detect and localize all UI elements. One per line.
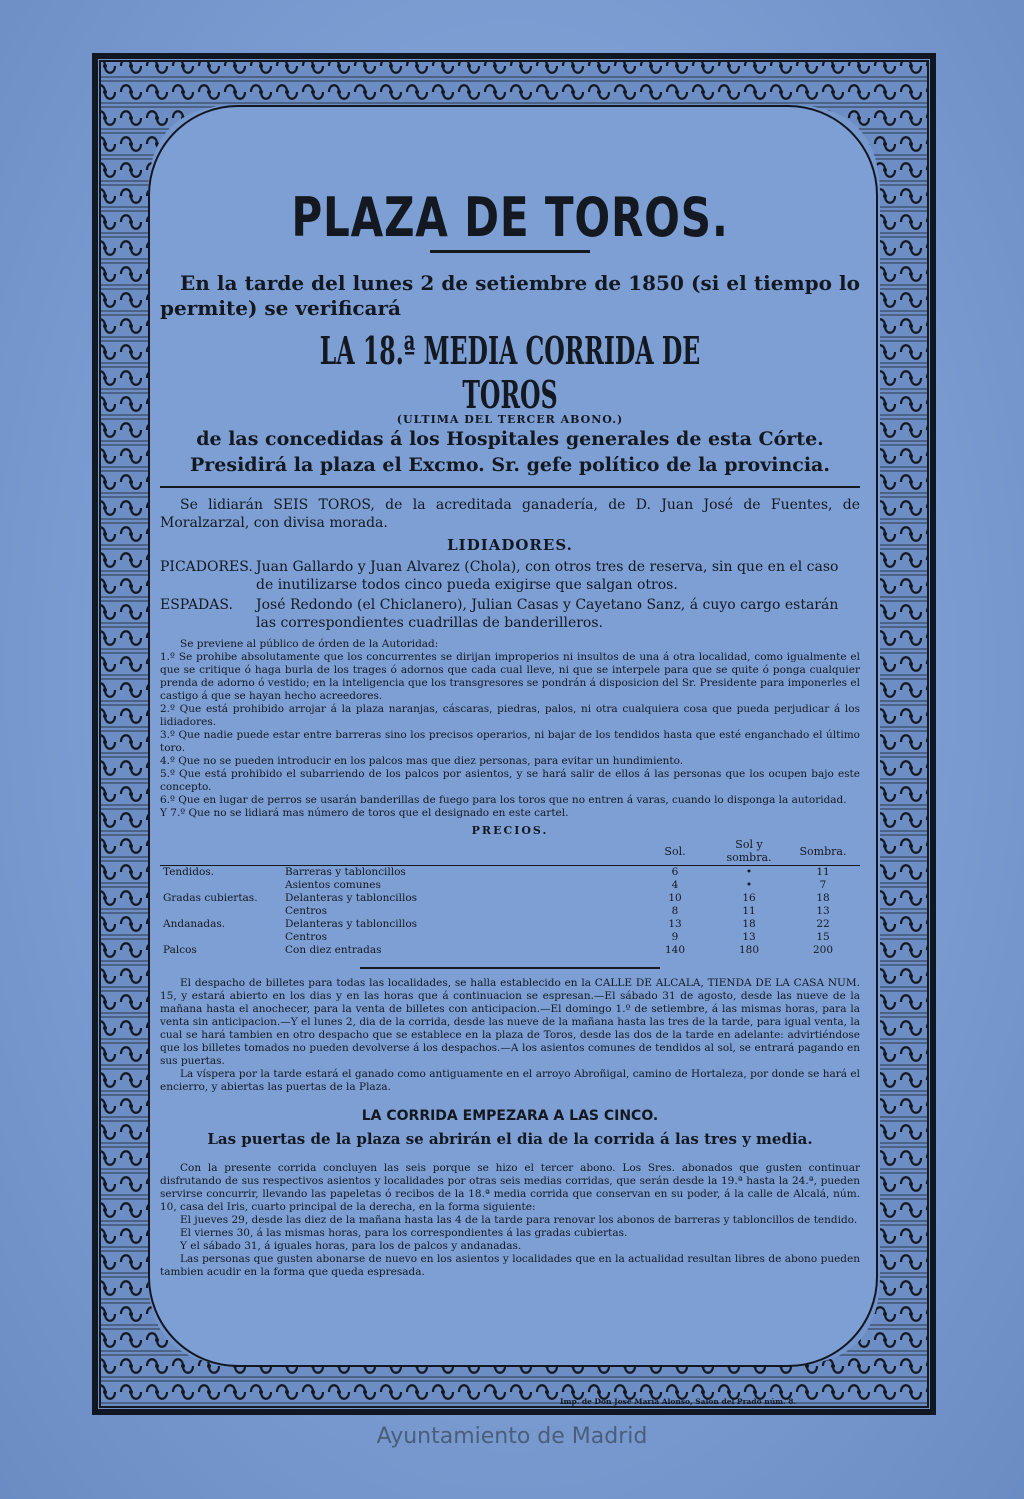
watermark: Ayuntamiento de Madrid [376,1424,648,1449]
row-mix: 11 [742,905,756,917]
imprint: Imp. de Don José María Alonso, Salon del Prado núm. 8. [560,1397,797,1406]
row-group: Tendidos. [163,866,215,878]
row-mix: • [745,879,753,891]
row-mix: 180 [738,944,760,956]
doors-time: Las puertas de la plaza se abrirán el dia de la corrida á las tres y media. [207,1130,813,1148]
divider [360,967,660,969]
divider [160,486,860,488]
bulls-text: Se lidiarán SEIS TOROS, de la acreditada ganadería, de D. Juan José de Fuentes, de Moralzarzal, con divisa morada. [160,497,860,531]
notice-item: Y 7.º Que no se lidiará mas número de toros que el designado en este cartel. [160,807,569,819]
table-row [160,944,860,957]
col-sombra: Sombra. [786,837,860,866]
notice-item: 2.º Que está prohibido arrojar á la plaza naranjas, cáscaras, piedras, palos, ni otra cualquiera cosa que pueda perjudicar á los lidiadores. [160,703,860,728]
event-headline: LA 18.ª MEDIA CORRIDA DE TOROS [319,328,701,417]
final-paragraph: El viernes 30, á las mismas horas, para los correspondientes á las gradas cubiertas. [180,1227,628,1239]
row-sombra: 11 [816,866,830,878]
prices-table [160,837,860,957]
row-group: Andanadas. [163,918,226,930]
row-mix: • [745,866,753,878]
row-group: Gradas cubiertas. [163,892,258,904]
final-paragraph: El jueves 29, desde las diez de la mañana hasta las 4 de la tarde para renovar los abonos de barreras y tabloncillos de tendido. [180,1214,858,1226]
row-sombra: 22 [816,918,830,930]
picadores-text: Juan Gallardo y Juan Alvarez (Chola), con otros tres de reserva, sin que en el caso de inutilizarse todos cinco pueda exigirse que salgan otros. [256,559,839,593]
prices-section [160,824,860,957]
row-group [160,931,282,944]
notice-lead: Se previene al público de órden de la Autoridad: [180,638,439,650]
row-sol: 9 [671,931,679,943]
row-group [160,905,282,918]
picadores-label: PICADORES. [160,559,253,575]
president-line: Presidirá la plaza el Excmo. Sr. gefe político de la provincia. [190,454,830,476]
espadas-text: José Redondo (el Chiclanero), Julian Casas y Cayetano Sanz, á cuyo cargo estarán las correspondientes cuadrillas de banderilleros. [256,597,839,631]
authority-notice [160,638,860,820]
prices-header-row [160,837,860,866]
row-sol: 6 [671,866,679,878]
row-sol: 8 [671,905,679,917]
ticket-sales-text: El despacho de billetes para todas las localidades, se halla establecido en la CALLE DE ALCALA, TIENDA DE LA CASA NUM. 15, y estará abierto en los dias y en las horas que á continuacion se espresan.—El sábado 31 de agosto, desde las nueve de la mañana hasta el anochecer, para la venta de billetes con anticipacion.—El domingo 1.º de setiembre, á las mismas horas, para la venta sin anticipacion.—Y el lunes 2, dia de la corrida, desde las nueve de la mañana hasta las tres de la tarde, para igual venta, la cual se hará tambien en otro despacho que se establece en la plaza de Toros, desde las dos de la tarde en adelante: advirtiéndose que los billetes tomados no pueden devolverse á los despachos.—A los asientos comunes de tendidos al sol, se entrará pagando en sus puertas. [160,977,860,1067]
col-sol: Sol. [638,837,712,866]
table-row [160,905,860,918]
row-group [160,879,282,892]
row-sombra: 200 [812,944,834,956]
final-paragraph: Con la presente corrida concluyen las seis porque se hizo el tercer abono. Los Sres. abonados que gusten continuar disfrutando de sus respectivos asientos y localidades por otras seis medias corridas, que serán desde la 19.ª hasta la 24.ª, pueden servirse concurrir, llevando las papeletas ó recibos de la 18.ª media corrida que conservan en su poder, á la calle de Alcalá, núm. 10, casa del Iris, cuarto principal de la derecha, en la forma siguiente: [160,1162,860,1213]
row-seat: Delanteras y tabloncillos [285,918,418,930]
eve-text: La víspera por la tarde estará el ganado como antiguamente en el arroyo Abroñigal, camino de Hortaleza, por donde se hará el encierro, y abiertas las puertas de la Plaza. [160,1068,860,1093]
hospitals-line: de las concedidas á los Hospitales generales de esta Córte. [196,428,824,450]
row-seat: Centros [285,905,327,917]
picadores-row [160,558,860,594]
row-seat: Delanteras y tabloncillos [285,892,418,904]
subscription-text [160,1162,860,1279]
table-row [160,879,860,892]
notice-item: 1.º Se prohibe absolutamente que los concurrentes se dirijan improperios ni insultos de una á otra localidad, como igualmente el que se critique ó haga burla de los trages ó adornos que cada cual lleve, ni que se interpele para que se quite ó ponga cualquier prenda de adorno ó vestido; en la inteligencia que los transgresores se pondrán á disposicion del Sr. Presidente para imponerles el castigo á que se hayan hecho acreedores. [160,651,860,702]
row-sombra: 15 [816,931,830,943]
row-seat: Asientos comunes [285,879,381,891]
notice-item: 5.º Que está prohibido el subarriendo de los palcos por asientos, y se hará salir de ellos á las personas que los ocupen bajo este concepto. [160,768,860,793]
col-sol-sombra: Sol y sombra. [712,837,786,866]
row-mix: 16 [742,892,756,904]
final-paragraph: Y el sábado 31, á iguales horas, para los de palcos y andanadas. [180,1240,522,1252]
table-row [160,866,860,880]
start-time: LA CORRIDA EMPEZARA A LAS CINCO. [361,1108,659,1124]
espadas-label: ESPADAS. [160,597,233,613]
row-sombra: 18 [816,892,830,904]
table-row [160,918,860,931]
title-rule [430,250,590,253]
intro-text: En la tarde del lunes 2 de setiembre de 1850 (si el tiempo lo permite) se verificará [160,271,860,320]
row-mix: 13 [742,931,756,943]
row-seat: Barreras y tabloncillos [285,866,406,878]
row-group: Palcos [163,944,197,956]
notice-item: 4.º Que no se pueden introducir en los palcos mas que diez personas, para evitar un hundimiento. [160,755,684,767]
row-sol: 140 [664,944,686,956]
final-paragraph: Las personas que gusten abonarse de nuevo en los asientos y localidades que en la actualidad resultan libres de abono pueden tambien acudir en la forma que queda espresada. [160,1253,860,1278]
row-seat: Con diez entradas [285,944,382,956]
row-seat: Centros [285,931,327,943]
notice-item: 3.º Que nadie puede estar entre barreras sino los precisos operarios, ni bajar de los tendidos hasta que esté enganchado el último toro. [160,729,860,754]
poster-content [160,180,860,1279]
row-sol: 13 [668,918,682,930]
row-sombra: 7 [819,879,827,891]
notice-item: 6.º Que en lugar de perros se usarán banderillas de fuego para los toros que no entren á varas, cuando lo disponga la autoridad. [160,794,847,806]
row-mix: 18 [742,918,756,930]
lidiadores-title: LIDIADORES. [447,536,573,554]
table-row [160,931,860,944]
table-row [160,892,860,905]
event-subhead: (ULTIMA DEL TERCER ABONO.) [396,413,624,426]
row-sombra: 13 [816,905,830,917]
prices-title: PRECIOS. [471,824,549,837]
espadas-row [160,596,860,632]
row-sol: 10 [668,892,682,904]
row-sol: 4 [671,879,679,891]
page-title: PLAZA DE TOROS. [291,186,729,249]
